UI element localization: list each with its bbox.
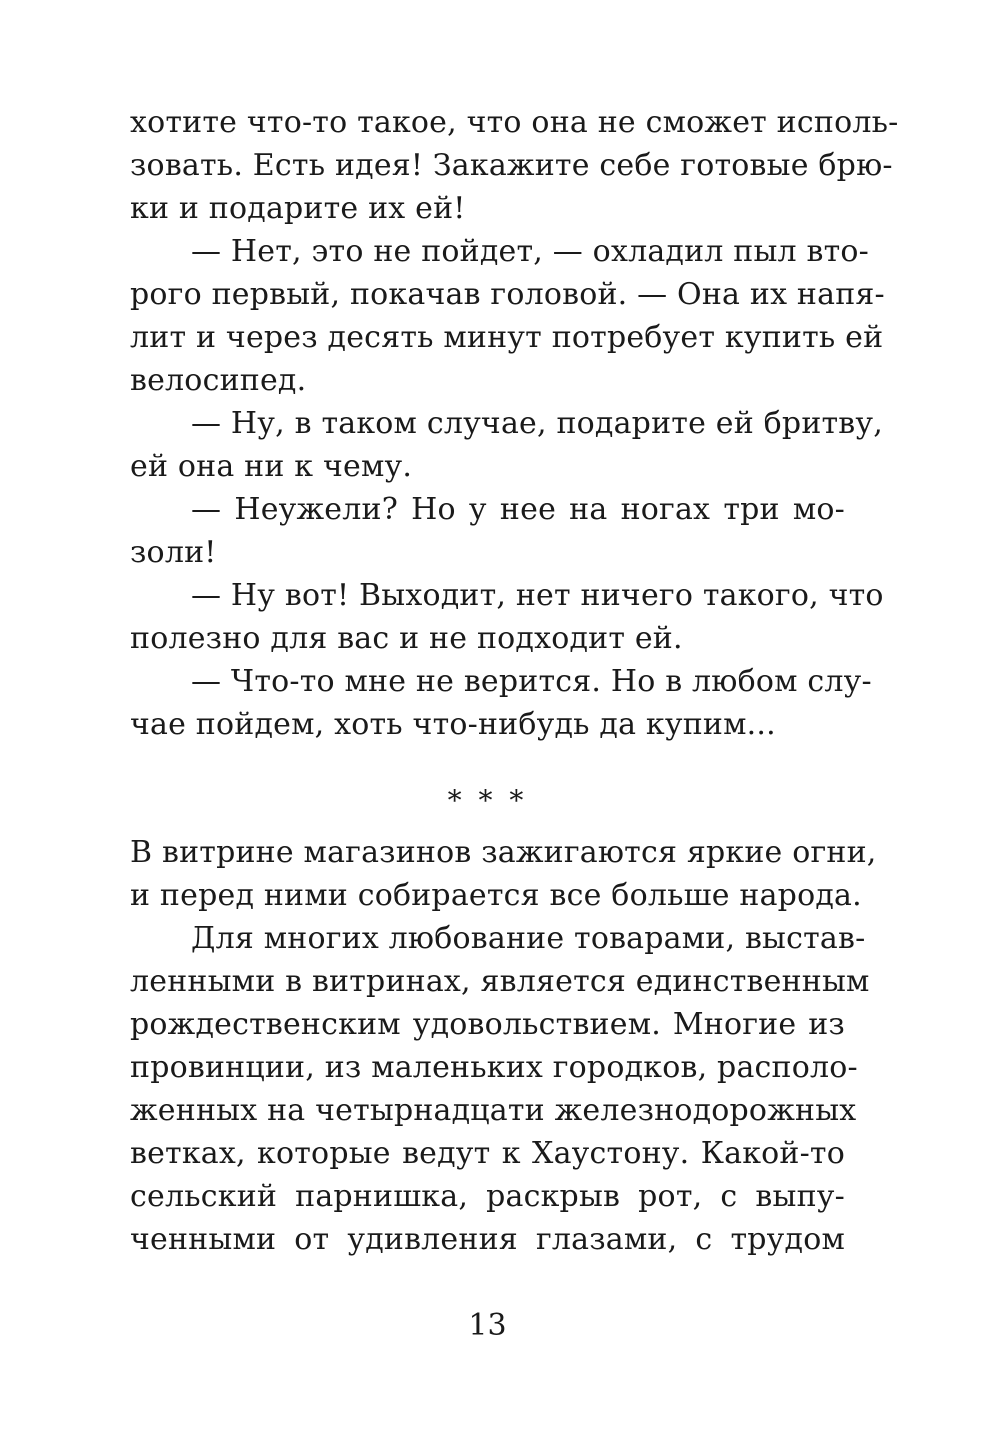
- text-line: женных на четырнадцати железнодорожных: [130, 1093, 857, 1128]
- text-line: велосипед.: [130, 363, 307, 398]
- text-block-narrative: [130, 831, 877, 1261]
- text-line: ченными от удивления глазами, с трудом: [130, 1222, 845, 1257]
- text-line: — Неужели? Но у нее на ногах три мо-: [191, 492, 845, 527]
- text-line: сельский парнишка, раскрыв рот, с выпу-: [130, 1179, 845, 1214]
- text-line: — Ну вот! Выходит, нет ничего такого, что: [191, 578, 884, 613]
- text-line: провинции, из маленьких городков, располо-: [130, 1050, 858, 1085]
- text-line: ветках, которые ведут к Хаустону. Какой-то: [130, 1136, 845, 1171]
- text-line: лит и через десять минут потребует купить ей: [130, 320, 884, 355]
- text-line: зовать. Есть идея! Закажите себе готовые брю-: [130, 148, 893, 183]
- page-number: 13: [468, 1308, 507, 1343]
- text-line: — Нет, это не пойдет, — охладил пыл вто-: [191, 234, 870, 269]
- text-line: — Ну, в таком случае, подарите ей бритву,: [191, 406, 883, 441]
- text-line: золи!: [130, 535, 217, 570]
- text-line: полезно для вас и не подходит ей.: [130, 621, 683, 656]
- text-line: Для многих любование товарами, выстав-: [191, 921, 866, 956]
- section-separator: * * *: [447, 784, 528, 817]
- text-line: ей она ни к чему.: [130, 449, 413, 484]
- text-line: и перед ними собирается все больше народа.: [130, 878, 862, 913]
- text-line: рого первый, покачав головой. — Она их напя-: [130, 277, 885, 312]
- text-block-dialogue: [130, 101, 899, 746]
- text-line: В витрине магазинов зажигаются яркие огни,: [130, 835, 877, 870]
- text-line: — Что-то мне не верится. Но в любом слу-: [191, 664, 872, 699]
- text-line: хотите что-то такое, что она не сможет исполь-: [130, 105, 899, 140]
- text-line: чае пойдем, хоть что-нибудь да купим...: [130, 707, 776, 742]
- text-line: рождественским удовольствием. Многие из: [130, 1007, 845, 1042]
- text-line: ленными в витринах, является единственным: [130, 964, 870, 999]
- text-line: ки и подарите их ей!: [130, 191, 466, 226]
